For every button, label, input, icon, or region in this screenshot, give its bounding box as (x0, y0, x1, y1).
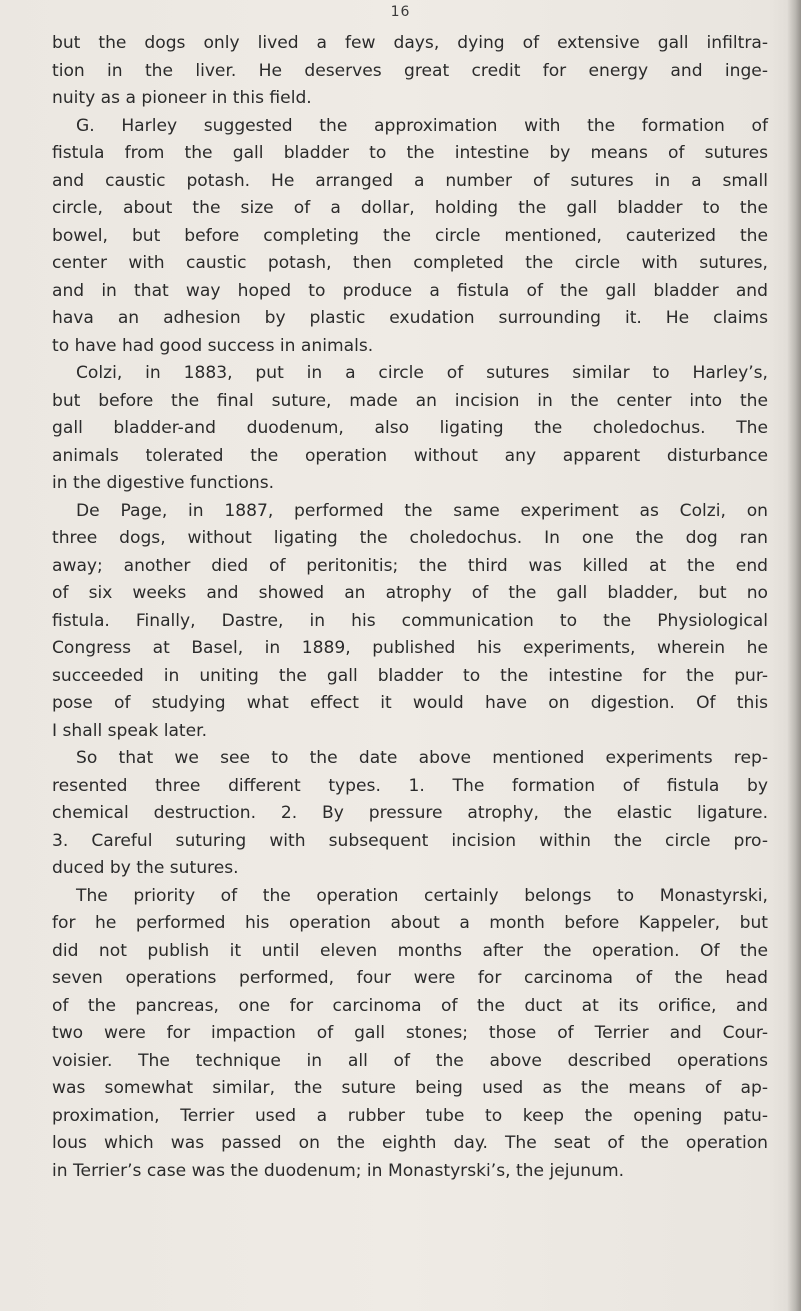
text-line: proximation, Terrier used a rubber tube to keep the opening patu- (52, 1105, 768, 1126)
text-line: fistula. Finally, Dastre, in his communication to the Physiological (52, 610, 768, 631)
text-line: circle, about the size of a dollar, holding the gall bladder to the (52, 198, 768, 218)
paragraph (52, 30, 768, 113)
text-line: I shall speak later. (52, 720, 208, 741)
text-line: hava an adhesion by plastic exudation surrounding it. He claims (52, 308, 768, 328)
text-line: of the pancreas, one for carcinoma of the duct at its orifice, and (52, 995, 768, 1016)
text-line: succeeded in uniting the gall bladder to the intestine for the pur- (52, 665, 768, 686)
text-line: chemical destruction. 2. By pressure atrophy, the elastic ligature. (52, 803, 768, 823)
body-text (52, 30, 768, 1185)
text-line: seven operations performed, four were for carcinoma of the head (52, 968, 768, 988)
text-line: duced by the sutures. (52, 858, 239, 878)
text-line: but before the final suture, made an incision in the center into the (52, 390, 768, 411)
text-line: in the digestive functions. (52, 473, 275, 493)
text-line: bowel, but before completing the circle mentioned, cauterized the (52, 225, 768, 246)
text-line: of six weeks and showed an atrophy of the gall bladder, but no (52, 583, 768, 603)
paragraph (52, 360, 768, 498)
text-line: to have had good success in animals. (52, 335, 374, 356)
text-line: fistula from the gall bladder to the intestine by means of sutures (52, 143, 768, 163)
text-line: pose of studying what effect it would have on digestion. Of this (52, 693, 768, 713)
text-line: The priority of the operation certainly belongs to Monastyrski, (76, 885, 768, 906)
paragraph (52, 498, 768, 746)
text-line: two were for impaction of gall stones; those of Terrier and Cour- (52, 1023, 768, 1043)
text-line: voisier. The technique in all of the above described operations (52, 1050, 768, 1071)
text-line: G. Harley suggested the approximation with the formation of (76, 115, 768, 136)
text-line: lous which was passed on the eighth day. The seat of the operation (52, 1133, 768, 1153)
text-line: So that we see to the date above mentioned experiments rep- (76, 748, 768, 768)
page-number: 16 (390, 4, 411, 20)
text-line: animals tolerated the operation without any apparent disturbance (52, 445, 768, 466)
text-line: De Page, in 1887, performed the same experiment as Colzi, on (76, 500, 768, 521)
text-line: in Terrier’s case was the duodenum; in Monastyrski’s, the jejunum. (52, 1160, 625, 1181)
text-line: did not publish it until eleven months after the operation. Of the (52, 940, 768, 961)
text-line: for he performed his operation about a month before Kappeler, but (52, 913, 768, 933)
text-line: gall bladder-and duodenum, also ligating the choledochus. The (52, 418, 768, 438)
text-line: tion in the liver. He deserves great credit for energy and inge- (52, 60, 768, 81)
text-line: resented three different types. 1. The formation of fistula by (52, 775, 768, 796)
paragraph (52, 745, 768, 883)
text-line: but the dogs only lived a few days, dying of extensive gall infiltra- (52, 33, 768, 53)
text-line: away; another died of peritonitis; the third was killed at the end (52, 555, 768, 576)
text-line: was somewhat similar, the suture being used as the means of ap- (52, 1078, 768, 1098)
page-edge-shadow (787, 0, 801, 1311)
text-line: Colzi, in 1883, put in a circle of sutures similar to Harley’s, (76, 363, 768, 383)
text-line: and caustic potash. He arranged a number of sutures in a small (52, 170, 768, 191)
text-line: nuity as a pioneer in this field. (52, 88, 312, 108)
text-line: and in that way hoped to produce a fistula of the gall bladder and (52, 280, 768, 301)
text-line: Congress at Basel, in 1889, published his experiments, wherein he (52, 638, 768, 658)
text-line: 3. Careful suturing with subsequent incision within the circle pro- (52, 830, 768, 851)
text-line: center with caustic potash, then completed the circle with sutures, (52, 253, 768, 273)
text-line: three dogs, without ligating the choledochus. In one the dog ran (52, 528, 768, 548)
paragraph (52, 113, 768, 361)
paragraph (52, 883, 768, 1186)
